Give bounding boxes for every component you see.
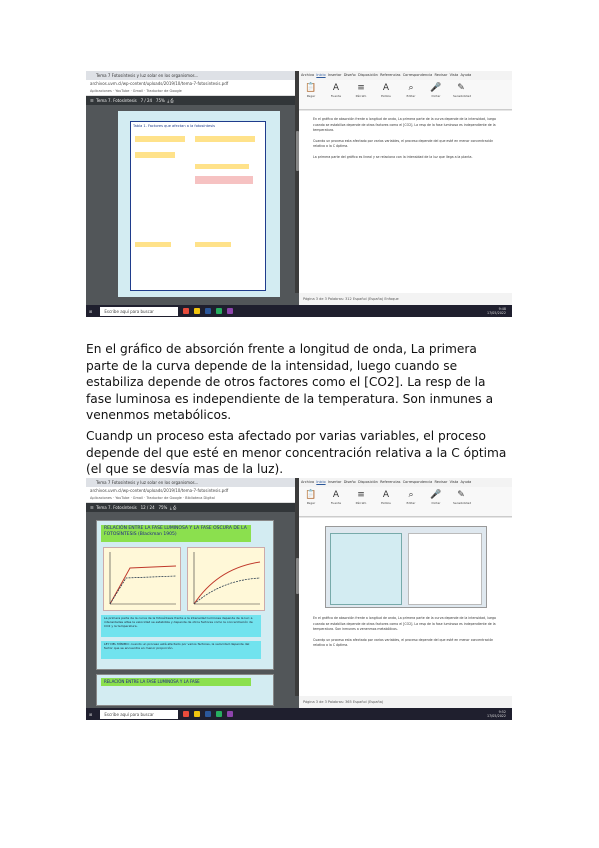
word-tab[interactable]: Insertar [327,480,342,484]
browser-chrome [86,71,299,106]
graph-temperature [187,547,265,611]
chrome-icon[interactable] [183,308,189,314]
word-tab[interactable]: Disposición [357,73,378,77]
curve-plot [104,548,180,610]
curve-plot [188,548,264,610]
microphone-icon: 🎤 [430,83,442,93]
taskbar-search[interactable]: Escribe aquí para buscar [100,710,178,719]
embedded-pdf-thumbnail [330,533,402,605]
paste-button[interactable]: 📋 Pegar [303,82,319,98]
screenshot-1 [86,71,512,317]
word-tab[interactable]: Diseño [343,73,356,77]
word-tab[interactable]: Correspondencia [402,480,433,484]
word-window [299,478,512,708]
table-cell-pink [195,176,253,184]
bookmark-item[interactable]: Gmail [132,496,144,500]
font-button[interactable]: A Fuente [328,489,344,505]
word-menu-tabs [299,71,512,80]
table-cell-yellow [135,152,175,158]
font-button[interactable]: A Fuente [328,82,344,98]
pdf-zoom[interactable]: 75% [155,98,165,103]
table-cell-yellow [195,136,255,142]
sensitivity-button[interactable]: ✎ Sensibilidad [453,83,472,98]
bookmark-item[interactable]: Traductor de Google [146,496,182,500]
paragraph-icon: ≡ [357,490,365,500]
edit-button[interactable]: ⌕ Editar [403,82,419,98]
styles-icon: A [382,83,390,93]
bookmark-item[interactable]: Traductor de Google [146,89,182,93]
address-bar[interactable]: archivos.uvm.cl/wp-content/uploads/2019/10/tema-7-fotosintesis.pdf [86,80,299,88]
paragraph-button[interactable]: ≡ Párrafo [353,82,369,98]
word-icon[interactable] [205,711,211,717]
word-tab[interactable]: Revisar [434,73,448,77]
table-cell-yellow [135,242,171,247]
taskbar-clock[interactable]: 9:52 17/05/2022 [486,710,506,718]
file-explorer-icon[interactable] [194,711,200,717]
screenshot-2 [86,478,512,720]
word-icon[interactable] [205,308,211,314]
browser-window [86,478,299,708]
pdf-page-indicator[interactable]: 12 / 24 [140,505,155,510]
edge-icon[interactable] [216,711,222,717]
taskbar-search[interactable]: Escribe aquí para buscar [100,307,178,316]
edit-button[interactable]: ⌕ Editar [403,489,419,505]
word-document[interactable] [299,518,512,696]
sensitivity-icon: ✎ [457,490,465,500]
word-ribbon [299,80,512,110]
font-icon: A [332,83,340,93]
pdf-viewer [86,512,299,708]
font-icon: A [332,490,340,500]
windows-taskbar [86,305,512,317]
paste-button[interactable]: 📋 Pegar [303,489,319,505]
word-tab[interactable]: Referencias [380,480,401,484]
table-cell-yellow [195,164,249,169]
browser-window [86,71,299,305]
pdf-slide-next [96,674,274,706]
factors-table [130,121,266,291]
pdf-filename: Tema 7. Fotosíntesis [96,98,137,103]
pdf-filename: Tema 7. Fotosíntesis [96,505,137,510]
pdf-zoom[interactable]: 75% [158,505,168,510]
print-icon[interactable]: ⎙ [170,98,174,103]
word-status-bar: Página 3 de 3 Palabras: 365 Español (España) [299,696,512,708]
bookmark-item[interactable]: YouTube [115,89,130,93]
menu-icon[interactable]: ☰ [90,98,94,103]
bookmark-item[interactable]: Gmail [132,89,144,93]
slide-text-box: La primera parte de la curva de la fotosíntesis frente a la intensidad luminosa depende de la luz; a intensidades altas la velocidad se estabiliza y depende de otros factores como la concentración de CO2 y la temperatura. [101,615,261,637]
table-cell-yellow [135,136,185,142]
bookmarks-bar: Aplicaciones · YouTube · Gmail · Traductor de Google [86,88,299,96]
table-cell-yellow [195,242,231,247]
windows-start-icon[interactable]: ⊞ [89,711,93,717]
pdf-slide [96,520,274,670]
download-icon[interactable]: ⤓ [169,505,172,510]
word-text [299,610,512,655]
word-paragraph: En el gráfico de absorción frente a longitud de onda, La primera parte de la curva depende de la intensidad, luego cuando se estabiliza depende de otros factores como el [CO2]. La resp de la fase luminosa es independiente de la temperatura. Son inmunes a venenmos metabólicos. [313,616,496,631]
word-tab[interactable]: Archivo [301,480,315,484]
embedded-screenshot-image [325,526,487,608]
print-icon[interactable]: ⎙ [172,505,177,510]
address-bar[interactable]: archivos.uvm.cl/wp-content/uploads/2019/10/tema-7-fotosintesis.pdf [86,487,299,495]
word-tab[interactable]: Vista [449,480,459,484]
word-tab[interactable]: Ayuda [460,480,472,484]
word-paragraph: Cuando un proceso esta afectado por varias variables, el proceso depende del que esté en menor concentración relativa a la C óptima. [313,138,494,148]
browser-chrome [86,478,299,513]
windows-start-icon[interactable]: ⊞ [89,308,93,314]
word-ribbon [299,487,512,517]
slide-title: RELACIÓN ENTRE LA FASE LUMINOSA Y LA FASE [101,678,251,686]
dictate-button[interactable]: 🎤 Dictar [428,489,444,505]
bookmark-item[interactable]: Aplicaciones [90,496,112,500]
search-icon: ⌕ [408,490,414,500]
styles-button[interactable]: A Estilos [378,82,394,98]
dictate-button[interactable]: 🎤 Dictar [428,82,444,98]
word-tab[interactable]: Disposición [357,480,378,484]
browser-tab[interactable]: Tema 7 Fotosíntesis y luz solar en los organismos... [86,478,299,487]
edge-icon[interactable] [216,308,222,314]
slide-title: RELACIÓN ENTRE LA FASE LUMINOSA Y LA FASE OSCURA DE LA FOTOSÍNTESIS (Blackman 1905) [101,525,251,542]
chrome-icon[interactable] [183,711,189,717]
pdf-page-indicator[interactable]: 7 / 24 [140,98,153,103]
word-window [299,71,512,305]
word-tab[interactable]: Diseño [343,480,356,484]
bookmark-item[interactable]: YouTube [115,496,130,500]
styles-icon: A [382,490,390,500]
notes-paragraph-1: En el gráfico de absorción frente a longitud de onda, La primera parte de la curva depende de la intensidad, luego cuando se estabiliza depende de otros factores como el [CO2]. La resp de la fase luminosa es independiente de la temperatura. Son inmunes a venenmos metabólicos. [86,342,494,422]
word-paragraph: En el gráfico de absorción frente a longitud de onda, La primera parte de la curva depende de la intensidad, luego cuando se estabiliza depende de otros factores como el [CO2]. La resp de la fase luminosa es independiente de la temperatura. [313,117,496,132]
bookmarks-bar: Aplicaciones · YouTube · Gmail · Traductor de Google · Biblioteca Digital [86,495,299,503]
word-tab[interactable]: Ayuda [460,73,472,77]
word-tab[interactable]: Inicio [316,480,326,484]
pdf-viewer [86,105,299,305]
word-header [299,478,512,517]
microphone-icon: 🎤 [430,490,442,500]
slide-text-box: LEY DEL MÍNIMO: cuando un proceso está afectado por varios factores, la velocidad depende del factor que se encuentra en menor proporción. [101,641,261,659]
menu-icon[interactable]: ☰ [90,505,94,510]
word-tab[interactable]: Insertar [327,73,342,77]
embedded-word-thumbnail [408,533,482,605]
store-icon[interactable] [227,308,233,314]
word-tab[interactable]: Archivo [301,73,315,77]
word-status-bar: Página 3 de 3 Palabras: 312 Español (España) Enfoque [299,293,512,305]
word-tab[interactable]: Referencias [380,73,401,77]
word-menu-tabs [299,478,512,487]
word-text [299,111,512,166]
bookmark-item[interactable]: Aplicaciones [90,89,112,93]
windows-taskbar [86,708,512,720]
notes-paragraph-2: Cuandp un proceso esta afectado por varias variables, el proceso depende del que esté en menor concentración relativa a la C óptima (el que se desvía mas de la luz). [86,429,507,476]
file-explorer-icon[interactable] [194,308,200,314]
browser-tab[interactable]: Tema 7 Fotosíntesis y luz solar en los organismos... [86,71,299,80]
word-document[interactable] [299,111,512,293]
word-header [299,71,512,110]
word-tab[interactable]: Vista [449,73,459,77]
download-icon[interactable]: ⤓ [167,98,170,103]
word-tab[interactable]: Inicio [316,73,326,77]
clipboard-icon: 📋 [305,490,317,500]
word-paragraph: Cuandp un proceso esta afectado por varias variables, el proceso depende del que esté en menor concentración relativa a la C óptima. [313,637,494,647]
word-tab[interactable]: Correspondencia [402,73,433,77]
search-icon: ⌕ [408,83,414,93]
clipboard-icon: 📋 [305,83,317,93]
table-heading: Tabla 1. Factores que afectan a la fotosíntesis [133,124,216,128]
word-tab[interactable]: Revisar [434,480,448,484]
paragraph-button[interactable]: ≡ Párrafo [353,489,369,505]
sensitivity-button[interactable]: ✎ Sensibilidad [453,490,472,505]
paragraph-icon: ≡ [357,83,365,93]
styles-button[interactable]: A Estilos [378,489,394,505]
sensitivity-icon: ✎ [457,83,465,93]
taskbar-clock[interactable]: 9:48 17/05/2022 [486,307,506,315]
store-icon[interactable] [227,711,233,717]
pdf-page [118,111,280,297]
bookmark-item[interactable]: Biblioteca Digital [185,496,215,500]
word-paragraph: La primera parte del gráfico es lineal y se relaciona con la intensidad de la luz que llega a la planta. [313,154,473,159]
graph-light-intensity [103,547,181,611]
